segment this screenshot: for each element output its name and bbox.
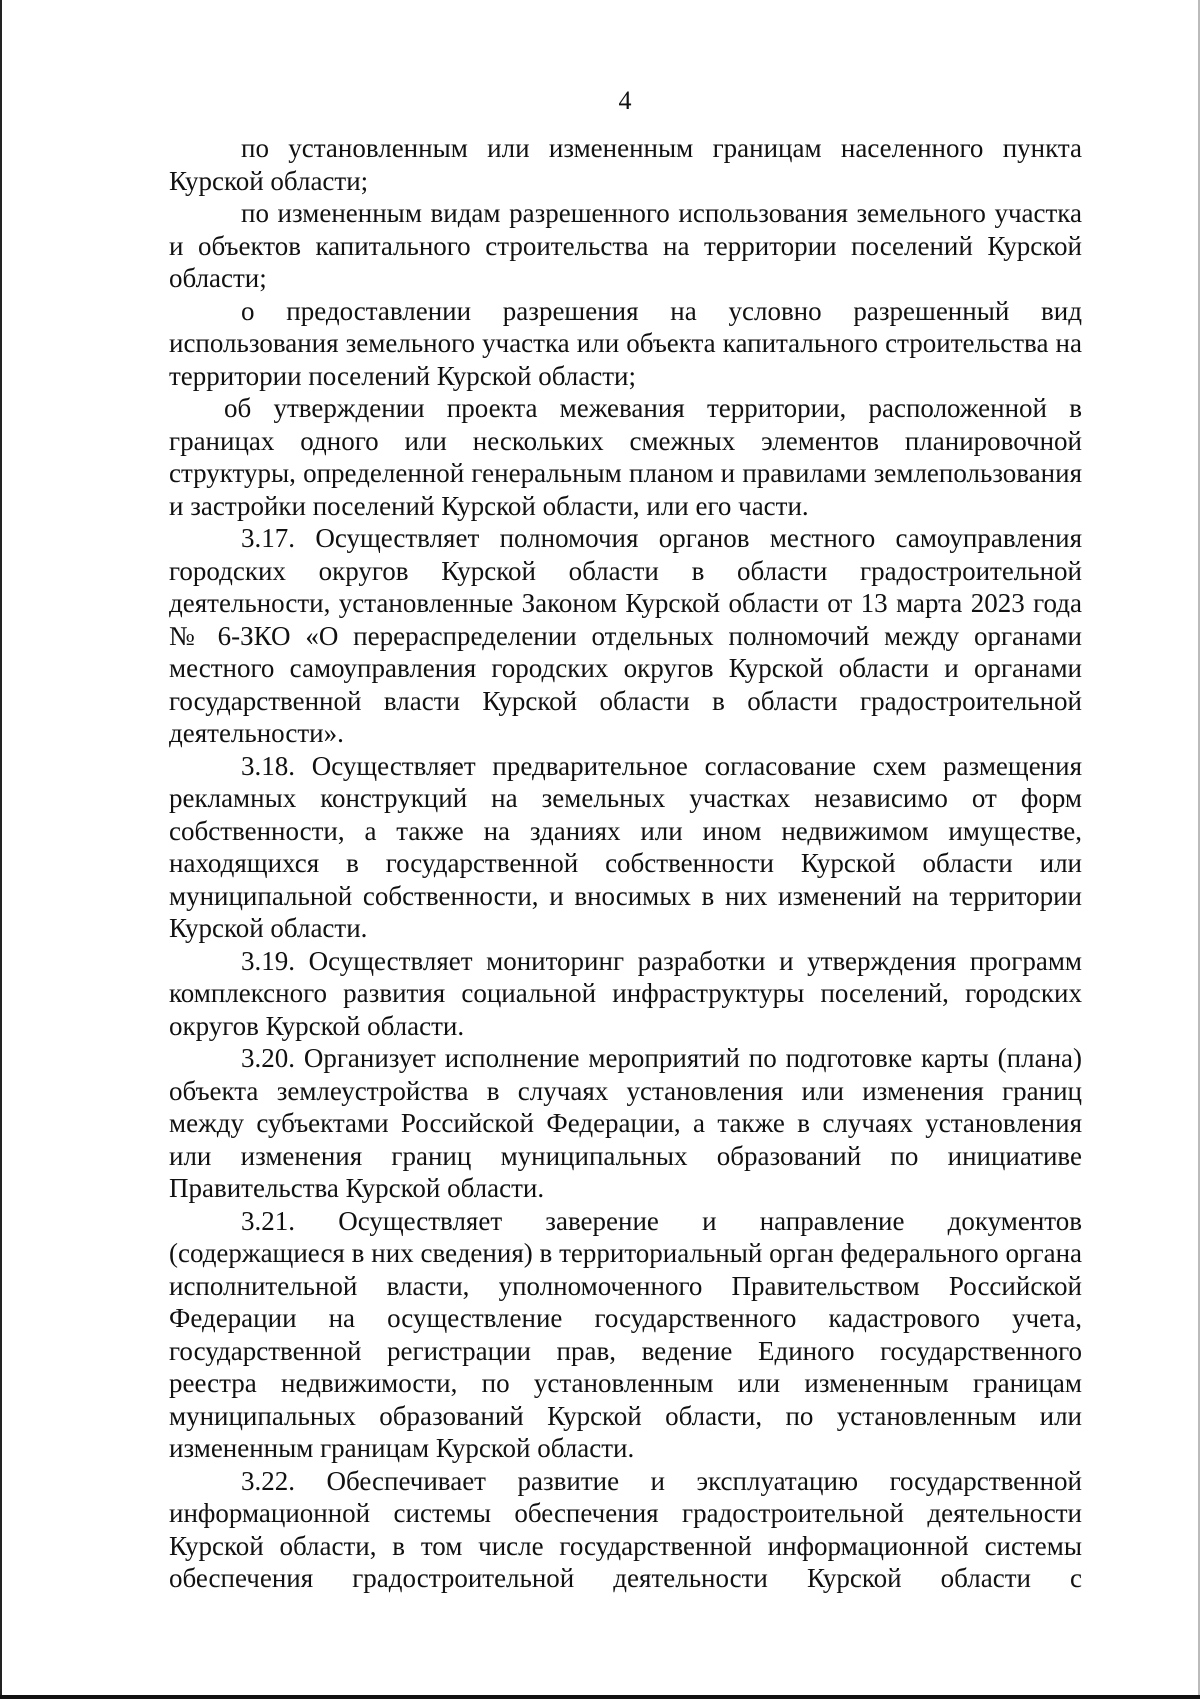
paragraph-permitted-use-change: по измененным видам разрешенного использования земельного участка и объектов капитального строительства на территории поселений Курской области; bbox=[169, 198, 1082, 293]
paragraph-conditional-use-permit: о предоставлении разрешения на условно разрешенный вид использования земельного участка или объекта капитального строительства на территории поселений Курской области; bbox=[169, 295, 1082, 391]
paragraph-land-survey-project: об утверждении проекта межевания территории, расположенной в границах одного или нескольких смежных элементов планировочной структуры, определенной генеральным планом и правилами землепользования и застройки поселений Курской области, или его части. bbox=[169, 393, 1082, 521]
page-bottom-edge bbox=[0, 1695, 1200, 1699]
paragraph-clause-3-18: 3.18. Осуществляет предварительное согласование схем размещения рекламных конструкций на земельных участках независимо от форм собственности, а также на зданиях или ином недвижимом имуществе, находящихся в государственной собственности Курской области или муниципальной собственности, и вносимых в них изменений на территории Курской области. bbox=[169, 750, 1082, 943]
paragraph-clause-3-22: 3.22. Обеспечивает развитие и эксплуатацию государственной информационной системы обеспечения градостроительной деятельности Курской области, в том числе государственной информационной системы обеспечения градостроительной деятельности Курской области с bbox=[169, 1465, 1082, 1593]
paragraph-clause-3-17: 3.17. Осуществляет полномочия органов местного самоуправления городских округов Курской области в области градостроительной деятельности, установленные Законом Курской области от 13 марта 2023 года № 6-ЗКО «О перераспределении отдельных полномочий между органами местного самоуправления городских округов Курской области и органами государственной власти Курской области в области градостроительной деятельности». bbox=[169, 523, 1082, 748]
document-body bbox=[169, 132, 1082, 1595]
page-number: 4 bbox=[618, 86, 632, 115]
paragraph-boundaries-settlement: по установленным или измененным границам населенного пункта Курской области; bbox=[169, 133, 1082, 196]
paragraph-clause-3-21: 3.21. Осуществляет заверение и направление документов (содержащиеся в них сведения) в территориальный орган федерального органа исполнительной власти, уполномоченного Правительством Российской Федерации на осуществление государственного кадастрового учета, государственной регистрации прав, ведение Единого государственного реестра недвижимости, по установленным или измененным границам муниципальных образований Курской области, по установленным или измененным границам Курской области. bbox=[169, 1205, 1082, 1463]
paragraph-clause-3-19: 3.19. Осуществляет мониторинг разработки и утверждения программ комплексного развития социальной инфраструктуры поселений, городских округов Курской области. bbox=[169, 945, 1082, 1041]
paragraph-clause-3-20: 3.20. Организует исполнение мероприятий по подготовке карты (плана) объекта землеустройства в случаях установления или изменения границ между субъектами Российской Федерации, а также в случаях установления или изменения границ муниципальных образований по инициативе Правительства Курской области. bbox=[169, 1043, 1082, 1203]
